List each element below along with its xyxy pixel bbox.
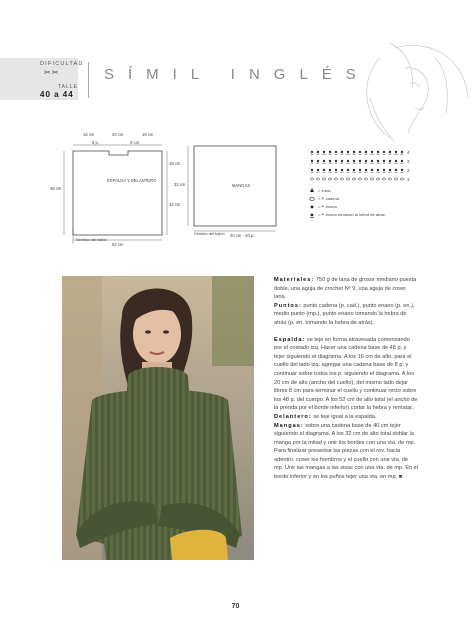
stitch-symbol — [353, 160, 355, 162]
stitch-symbol — [359, 160, 361, 162]
stitch-symbol — [365, 151, 367, 153]
stitch-symbol — [377, 169, 379, 171]
stitch-symbol — [401, 160, 403, 162]
stitch-symbol — [371, 169, 373, 171]
stitch-symbol — [359, 151, 361, 153]
instructions-column — [274, 276, 418, 482]
scissors-icon: ✂✂ — [44, 68, 60, 77]
stitch-symbol — [311, 160, 313, 162]
sleeve-bottom: 40 cm - 40 p. — [230, 233, 255, 238]
front-heading: Delantero: — [274, 413, 312, 420]
sleeve-label: MANGAS — [232, 183, 251, 188]
stitch-symbol — [383, 160, 385, 162]
slip-back-icon — [310, 214, 314, 218]
body-label: ESPALDA Y DELANTERO — [107, 178, 157, 183]
finishing-paragraph: Para finalizar presentar las piezas con el rev. hacia adentro. coser los hombros y el cuello con una vta. de mp. Unir las mangas a las sisas con una vta. de mp. En el borde inferior y en los puños tejer una vta. en mp. ■ — [274, 448, 418, 481]
stitch-symbol — [401, 151, 403, 153]
front-paragraph — [274, 413, 418, 422]
page-number: 70 — [231, 603, 240, 610]
stitch-symbol — [311, 169, 313, 171]
sleeve-height-left: 32 cm — [174, 182, 186, 187]
model-photo — [62, 276, 254, 560]
stitch-symbol — [395, 169, 397, 171]
stitch-symbol — [317, 160, 319, 162]
start-icon — [310, 188, 314, 192]
stitch-symbol — [365, 169, 367, 171]
row-number-1: 1 — [407, 177, 410, 182]
stitch-symbol — [323, 169, 325, 171]
sleeves-text: sobre una cadena base de 40 cm tejer siguiendo el diagrama. A los 32 cm de alto total doblar la manga por la mitad y unir los bordes con una vta. de mp. — [274, 422, 416, 446]
size-value: 40 a 44 — [40, 90, 74, 99]
stitch-symbol — [389, 160, 391, 162]
stitch-symbol — [316, 178, 320, 180]
body-neck-left: 8 p. — [92, 140, 99, 145]
stitch-symbol — [353, 151, 355, 153]
body-diagram — [50, 128, 190, 248]
stitches-paragraph — [274, 302, 418, 328]
body-top-mid: 20 cm — [112, 132, 124, 137]
stitch-symbol — [317, 169, 319, 171]
stitch-symbol — [341, 160, 343, 162]
stitch-symbol — [400, 178, 404, 180]
stitch-symbol — [394, 178, 398, 180]
stitch-symbol — [329, 151, 331, 153]
stitch-symbol — [383, 169, 385, 171]
stitch-symbol — [358, 178, 362, 180]
legend-start: = Inicio — [318, 188, 331, 193]
stitch-symbol — [341, 169, 343, 171]
body-bottom: 52 cm — [112, 242, 124, 247]
face-illustration — [350, 38, 471, 148]
back-text: se teje en forma atravesada comenzando por el costado izq. Hacer una cadena base de 48 p. y tejer siguiendo el diagrama. A los 16 cm de alto, para el cuello del lado izq. agregar una cadena base de 8 p. y continuar sobre todos los p. siguiendo el diagrama. A los 20 cm de alto (ancho del cuello), del mismo lado dejar libres 8 cm para terminar el cuello y continuar recto sobre los 48 p. del cuerpo. A los 52 cm de alto total (el ancho de la prenda por el borde inferior) cortar la hebra y rematar. — [274, 336, 418, 412]
stitch-symbol — [329, 169, 331, 171]
sleeves-heading: Mangas: — [274, 422, 304, 429]
stitch-symbol — [383, 151, 385, 153]
stitch-symbol — [370, 178, 374, 180]
stitch-symbol — [323, 151, 325, 153]
stitch-symbol — [353, 169, 355, 171]
stitch-symbol — [389, 151, 391, 153]
slip-icon — [311, 206, 314, 209]
back-heading: Espalda: — [274, 336, 306, 343]
legend-slip: = P. enano — [318, 204, 337, 209]
page-title: SÍMIL INGLÉS — [104, 66, 370, 83]
materials-text: 750 g de lana de grosor mediano puesta doble, una aguja de crochet Nº 9, una aguja de coser lana. — [274, 277, 417, 301]
stitch-symbol — [335, 151, 337, 153]
sleeve-diagram — [172, 140, 302, 240]
stitch-symbol — [395, 160, 397, 162]
stitch-symbol — [359, 169, 361, 171]
stitch-symbol — [341, 151, 343, 153]
body-outline — [73, 151, 162, 235]
chain-icon — [310, 198, 314, 201]
row-number-4: 4 — [407, 150, 410, 155]
body-height-left: 48 cm — [50, 186, 62, 191]
legend-slip-back: = P. enano tomando la hebra de atrás — [318, 212, 385, 217]
body-height-right-bottom: 32 cm — [169, 202, 181, 207]
stitch-symbol — [382, 178, 386, 180]
materials-heading: Materiales: — [274, 277, 315, 283]
legend-chain: = P. cadena — [318, 196, 339, 201]
row-number-3: 3 — [407, 159, 410, 164]
stitch-symbol — [346, 178, 350, 180]
stitch-symbol — [340, 178, 344, 180]
stitch-symbol — [311, 151, 313, 153]
body-top-right: 16 cm — [142, 132, 154, 137]
stitch-symbol — [335, 169, 337, 171]
stitch-symbol — [329, 160, 331, 162]
stitch-chart — [306, 140, 416, 235]
stitch-symbol — [347, 151, 349, 153]
stitch-symbol — [365, 160, 367, 162]
stitch-symbol — [317, 151, 319, 153]
difficulty-label: DIFICULTAD — [40, 61, 84, 67]
stitch-symbol — [389, 169, 391, 171]
front-text: se teje igual a la espalda. — [313, 413, 377, 420]
stitch-symbol — [323, 160, 325, 162]
size-label: TALLE — [58, 84, 78, 90]
row-number-2: 2 — [407, 168, 410, 173]
body-top-left: 16 cm — [83, 132, 95, 137]
stitch-symbol — [310, 178, 314, 180]
stitch-symbol — [371, 151, 373, 153]
materials-paragraph — [274, 276, 418, 302]
stitch-symbol — [328, 178, 332, 180]
stitch-symbol — [377, 151, 379, 153]
stitches-heading: Puntos: — [274, 302, 302, 309]
stitches-text: punto cadena (p. cad.), punto enano (p. en.), medio punto (mp.), punto enano tomando la hebra de atrás (p. en. tomando la hebra de atrás). — [274, 302, 415, 326]
body-neck-right: 8 cm — [130, 140, 140, 145]
sleeves-paragraph — [274, 422, 418, 448]
body-height-right-top: 18 cm — [169, 161, 181, 166]
title-divider — [88, 62, 89, 98]
stitch-symbol — [347, 169, 349, 171]
back-paragraph — [274, 336, 418, 413]
stitch-symbol — [322, 178, 326, 180]
stitch-symbol — [376, 178, 380, 180]
stitch-symbol — [395, 151, 397, 153]
stitch-symbol — [352, 178, 356, 180]
stitch-symbol — [364, 178, 368, 180]
stitch-symbol — [335, 160, 337, 162]
stitch-symbol — [401, 169, 403, 171]
body-direction: Sentido del tejido — [76, 237, 107, 242]
stitch-symbol — [388, 178, 392, 180]
stitch-symbol — [377, 160, 379, 162]
stitch-symbol — [334, 178, 338, 180]
stitch-symbol — [347, 160, 349, 162]
sleeve-direction: Sentido del tejido — [194, 231, 225, 236]
stitch-symbol — [371, 160, 373, 162]
